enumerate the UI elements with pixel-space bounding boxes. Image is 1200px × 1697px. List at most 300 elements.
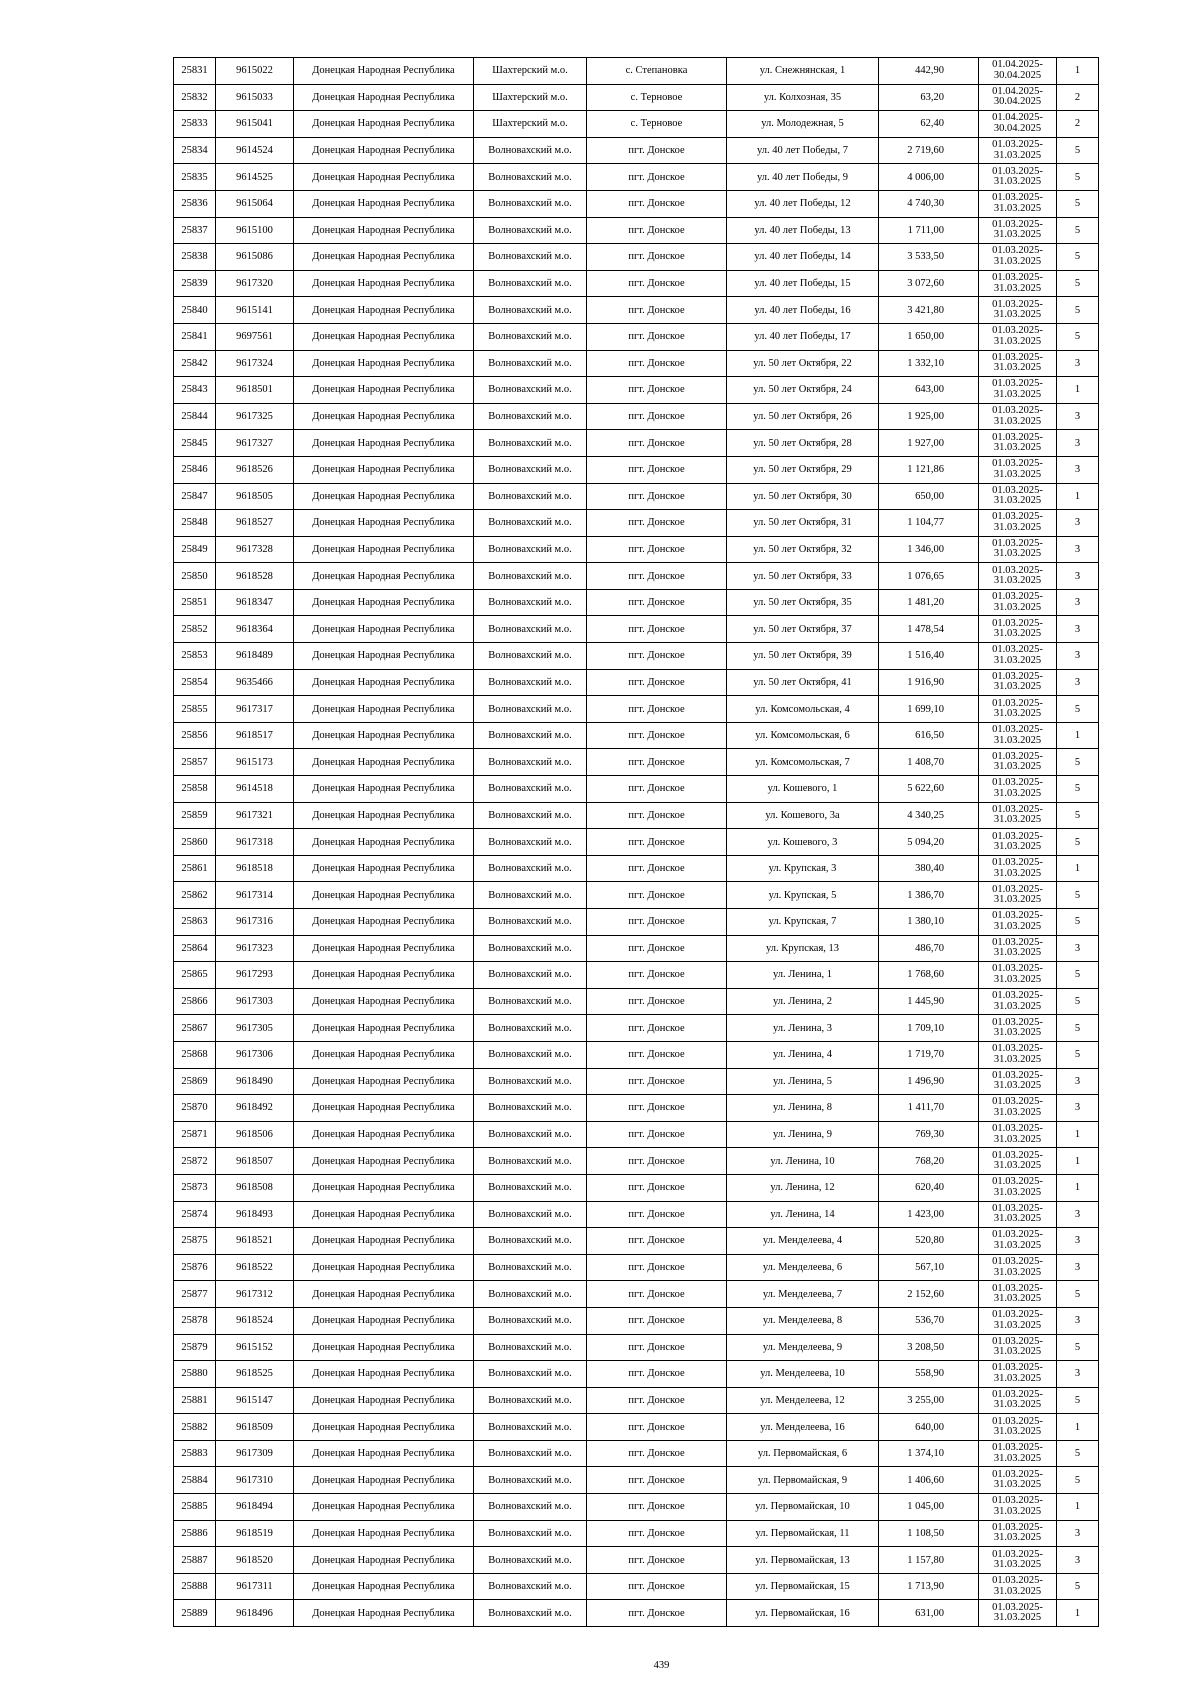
cell-address: ул. Снежнянская, 1: [727, 58, 879, 85]
cell-municipality: Волновахский м.о.: [474, 1573, 587, 1600]
cell-settlement: пгт. Донское: [587, 1547, 727, 1574]
cell-category: 2: [1057, 84, 1099, 111]
cell-category: 5: [1057, 1467, 1099, 1494]
cell-municipality: Волновахский м.о.: [474, 1361, 587, 1388]
cell-address: ул. Ленина, 10: [727, 1148, 879, 1175]
cell-object-code: 9618507: [216, 1148, 294, 1175]
cell-area: 1 076,65: [879, 563, 979, 590]
table-row: [174, 1281, 1099, 1308]
cell-category: 1: [1057, 1414, 1099, 1441]
table-row: [174, 536, 1099, 563]
cell-category: 3: [1057, 1095, 1099, 1122]
table-row: [174, 696, 1099, 723]
cell-settlement: пгт. Донское: [587, 776, 727, 803]
cell-municipality: Волновахский м.о.: [474, 749, 587, 776]
table-row: [174, 1600, 1099, 1627]
table-row: [174, 1440, 1099, 1467]
cell-category: 5: [1057, 137, 1099, 164]
cell-municipality: Волновахский м.о.: [474, 1494, 587, 1521]
cell-period: 01.03.2025-31.03.2025: [979, 829, 1057, 856]
cell-address: ул. Первомайская, 13: [727, 1547, 879, 1574]
cell-record-number: 25874: [174, 1201, 216, 1228]
cell-region: Донецкая Народная Республика: [294, 1307, 474, 1334]
cell-municipality: Волновахский м.о.: [474, 377, 587, 404]
cell-category: 1: [1057, 1148, 1099, 1175]
cell-record-number: 25881: [174, 1387, 216, 1414]
cell-area: 3 533,50: [879, 244, 979, 271]
cell-object-code: 9617321: [216, 802, 294, 829]
cell-settlement: пгт. Донское: [587, 749, 727, 776]
cell-municipality: Волновахский м.о.: [474, 1307, 587, 1334]
cell-area: 62,40: [879, 111, 979, 138]
cell-object-code: 9615173: [216, 749, 294, 776]
table-row: [174, 1573, 1099, 1600]
cell-area: 3 421,80: [879, 297, 979, 324]
cell-municipality: Волновахский м.о.: [474, 909, 587, 936]
cell-region: Донецкая Народная Республика: [294, 1254, 474, 1281]
cell-municipality: Волновахский м.о.: [474, 722, 587, 749]
cell-period: 01.03.2025-31.03.2025: [979, 1281, 1057, 1308]
cell-municipality: Волновахский м.о.: [474, 616, 587, 643]
registry-table-body: [174, 58, 1099, 1627]
cell-region: Донецкая Народная Республика: [294, 403, 474, 430]
cell-settlement: пгт. Донское: [587, 510, 727, 537]
cell-settlement: пгт. Донское: [587, 1174, 727, 1201]
cell-period: 01.03.2025-31.03.2025: [979, 1095, 1057, 1122]
table-row: [174, 829, 1099, 856]
cell-object-code: 9617309: [216, 1440, 294, 1467]
cell-record-number: 25839: [174, 270, 216, 297]
table-row: [174, 137, 1099, 164]
cell-category: 3: [1057, 1547, 1099, 1574]
cell-record-number: 25847: [174, 483, 216, 510]
cell-municipality: Волновахский м.о.: [474, 1254, 587, 1281]
cell-object-code: 9617310: [216, 1467, 294, 1494]
cell-municipality: Волновахский м.о.: [474, 935, 587, 962]
cell-record-number: 25876: [174, 1254, 216, 1281]
cell-category: 5: [1057, 270, 1099, 297]
cell-category: 3: [1057, 1201, 1099, 1228]
cell-region: Донецкая Народная Республика: [294, 1068, 474, 1095]
cell-region: Донецкая Народная Республика: [294, 483, 474, 510]
cell-settlement: пгт. Донское: [587, 403, 727, 430]
cell-record-number: 25867: [174, 1015, 216, 1042]
cell-record-number: 25856: [174, 722, 216, 749]
cell-object-code: 9618508: [216, 1174, 294, 1201]
cell-area: 1 496,90: [879, 1068, 979, 1095]
cell-settlement: пгт. Донское: [587, 1148, 727, 1175]
cell-record-number: 25883: [174, 1440, 216, 1467]
cell-region: Донецкая Народная Республика: [294, 111, 474, 138]
cell-settlement: пгт. Донское: [587, 1520, 727, 1547]
cell-area: 1 346,00: [879, 536, 979, 563]
table-row: [174, 58, 1099, 85]
cell-address: ул. Ленина, 2: [727, 988, 879, 1015]
cell-period: 01.03.2025-31.03.2025: [979, 403, 1057, 430]
cell-address: ул. Менделеева, 4: [727, 1228, 879, 1255]
table-row: [174, 1148, 1099, 1175]
cell-category: 5: [1057, 1573, 1099, 1600]
cell-category: 5: [1057, 909, 1099, 936]
table-row: [174, 190, 1099, 217]
cell-record-number: 25871: [174, 1121, 216, 1148]
cell-region: Донецкая Народная Республика: [294, 377, 474, 404]
cell-record-number: 25886: [174, 1520, 216, 1547]
cell-municipality: Волновахский м.о.: [474, 1520, 587, 1547]
cell-object-code: 9617312: [216, 1281, 294, 1308]
cell-record-number: 25843: [174, 377, 216, 404]
cell-settlement: пгт. Донское: [587, 616, 727, 643]
cell-area: 1 374,10: [879, 1440, 979, 1467]
cell-record-number: 25832: [174, 84, 216, 111]
cell-record-number: 25873: [174, 1174, 216, 1201]
cell-region: Донецкая Народная Республика: [294, 430, 474, 457]
cell-region: Донецкая Народная Республика: [294, 1121, 474, 1148]
cell-area: 486,70: [879, 935, 979, 962]
cell-settlement: пгт. Донское: [587, 935, 727, 962]
cell-address: ул. 40 лет Победы, 13: [727, 217, 879, 244]
cell-category: 3: [1057, 1228, 1099, 1255]
table-row: [174, 483, 1099, 510]
cell-period: 01.03.2025-31.03.2025: [979, 643, 1057, 670]
cell-category: 3: [1057, 536, 1099, 563]
cell-region: Донецкая Народная Республика: [294, 962, 474, 989]
table-row: [174, 802, 1099, 829]
cell-area: 1 711,00: [879, 217, 979, 244]
cell-period: 01.03.2025-31.03.2025: [979, 297, 1057, 324]
cell-region: Донецкая Народная Республика: [294, 563, 474, 590]
cell-settlement: пгт. Донское: [587, 1228, 727, 1255]
cell-settlement: пгт. Донское: [587, 190, 727, 217]
cell-category: 5: [1057, 749, 1099, 776]
cell-period: 01.03.2025-31.03.2025: [979, 1547, 1057, 1574]
cell-period: 01.03.2025-31.03.2025: [979, 935, 1057, 962]
cell-area: 1 699,10: [879, 696, 979, 723]
cell-region: Донецкая Народная Республика: [294, 749, 474, 776]
cell-address: ул. Крупская, 7: [727, 909, 879, 936]
cell-municipality: Волновахский м.о.: [474, 1228, 587, 1255]
cell-region: Донецкая Народная Республика: [294, 1440, 474, 1467]
cell-record-number: 25855: [174, 696, 216, 723]
cell-municipality: Волновахский м.о.: [474, 1334, 587, 1361]
cell-municipality: Волновахский м.о.: [474, 164, 587, 191]
cell-record-number: 25875: [174, 1228, 216, 1255]
table-row: [174, 1015, 1099, 1042]
cell-record-number: 25852: [174, 616, 216, 643]
cell-record-number: 25861: [174, 855, 216, 882]
cell-municipality: Волновахский м.о.: [474, 563, 587, 590]
cell-object-code: 9618519: [216, 1520, 294, 1547]
cell-category: 3: [1057, 616, 1099, 643]
cell-municipality: Волновахский м.о.: [474, 1467, 587, 1494]
cell-object-code: 9618364: [216, 616, 294, 643]
cell-municipality: Волновахский м.о.: [474, 669, 587, 696]
cell-category: 1: [1057, 1600, 1099, 1627]
cell-period: 01.03.2025-31.03.2025: [979, 270, 1057, 297]
cell-object-code: 9618518: [216, 855, 294, 882]
cell-record-number: 25854: [174, 669, 216, 696]
cell-area: 380,40: [879, 855, 979, 882]
cell-category: 3: [1057, 1520, 1099, 1547]
cell-settlement: пгт. Донское: [587, 1334, 727, 1361]
cell-settlement: пгт. Донское: [587, 1201, 727, 1228]
table-row: [174, 1520, 1099, 1547]
cell-period: 01.03.2025-31.03.2025: [979, 1467, 1057, 1494]
cell-record-number: 25848: [174, 510, 216, 537]
cell-period: 01.03.2025-31.03.2025: [979, 1228, 1057, 1255]
cell-period: 01.03.2025-31.03.2025: [979, 1015, 1057, 1042]
cell-record-number: 25869: [174, 1068, 216, 1095]
cell-record-number: 25850: [174, 563, 216, 590]
cell-municipality: Волновахский м.о.: [474, 190, 587, 217]
cell-period: 01.03.2025-31.03.2025: [979, 1520, 1057, 1547]
cell-settlement: пгт. Донское: [587, 669, 727, 696]
table-row: [174, 1467, 1099, 1494]
cell-address: ул. Менделеева, 16: [727, 1414, 879, 1441]
cell-municipality: Волновахский м.о.: [474, 1387, 587, 1414]
cell-settlement: пгт. Донское: [587, 164, 727, 191]
cell-area: 640,00: [879, 1414, 979, 1441]
cell-region: Донецкая Народная Республика: [294, 536, 474, 563]
cell-region: Донецкая Народная Республика: [294, 270, 474, 297]
cell-record-number: 25841: [174, 323, 216, 350]
cell-address: ул. Комсомольская, 4: [727, 696, 879, 723]
cell-address: ул. Ленина, 5: [727, 1068, 879, 1095]
cell-period: 01.03.2025-31.03.2025: [979, 483, 1057, 510]
cell-category: 5: [1057, 776, 1099, 803]
cell-region: Донецкая Народная Республика: [294, 1361, 474, 1388]
cell-settlement: пгт. Донское: [587, 722, 727, 749]
cell-area: 631,00: [879, 1600, 979, 1627]
cell-period: 01.03.2025-31.03.2025: [979, 1068, 1057, 1095]
cell-settlement: пгт. Донское: [587, 696, 727, 723]
cell-address: ул. 50 лет Октября, 39: [727, 643, 879, 670]
cell-category: 5: [1057, 829, 1099, 856]
cell-address: ул. Ленина, 3: [727, 1015, 879, 1042]
cell-category: 3: [1057, 589, 1099, 616]
cell-region: Донецкая Народная Республика: [294, 297, 474, 324]
cell-area: 1 709,10: [879, 1015, 979, 1042]
cell-period: 01.03.2025-31.03.2025: [979, 563, 1057, 590]
cell-region: Донецкая Народная Республика: [294, 1600, 474, 1627]
cell-period: 01.03.2025-31.03.2025: [979, 1334, 1057, 1361]
cell-address: ул. Менделеева, 10: [727, 1361, 879, 1388]
cell-record-number: 25878: [174, 1307, 216, 1334]
cell-address: ул. Менделеева, 12: [727, 1387, 879, 1414]
cell-record-number: 25863: [174, 909, 216, 936]
cell-period: 01.03.2025-31.03.2025: [979, 164, 1057, 191]
table-row: [174, 323, 1099, 350]
cell-region: Донецкая Народная Республика: [294, 217, 474, 244]
cell-period: 01.03.2025-31.03.2025: [979, 1387, 1057, 1414]
cell-region: Донецкая Народная Республика: [294, 1041, 474, 1068]
cell-settlement: с. Степановка: [587, 58, 727, 85]
cell-category: 5: [1057, 1334, 1099, 1361]
cell-object-code: 9618494: [216, 1494, 294, 1521]
table-row: [174, 882, 1099, 909]
cell-period: 01.03.2025-31.03.2025: [979, 1148, 1057, 1175]
cell-period: 01.03.2025-31.03.2025: [979, 1573, 1057, 1600]
cell-record-number: 25831: [174, 58, 216, 85]
cell-period: 01.03.2025-31.03.2025: [979, 1041, 1057, 1068]
cell-region: Донецкая Народная Республика: [294, 882, 474, 909]
cell-category: 5: [1057, 1281, 1099, 1308]
cell-settlement: пгт. Донское: [587, 802, 727, 829]
cell-settlement: с. Терновое: [587, 111, 727, 138]
cell-area: 3 072,60: [879, 270, 979, 297]
cell-municipality: Волновахский м.о.: [474, 589, 587, 616]
table-row: [174, 456, 1099, 483]
cell-settlement: пгт. Донское: [587, 536, 727, 563]
cell-category: 1: [1057, 722, 1099, 749]
cell-settlement: пгт. Донское: [587, 244, 727, 271]
cell-area: 520,80: [879, 1228, 979, 1255]
cell-category: 5: [1057, 190, 1099, 217]
cell-period: 01.03.2025-31.03.2025: [979, 137, 1057, 164]
cell-period: 01.03.2025-31.03.2025: [979, 456, 1057, 483]
cell-period: 01.03.2025-31.03.2025: [979, 1201, 1057, 1228]
cell-record-number: 25872: [174, 1148, 216, 1175]
table-row: [174, 909, 1099, 936]
cell-record-number: 25844: [174, 403, 216, 430]
cell-municipality: Волновахский м.о.: [474, 1148, 587, 1175]
cell-category: 3: [1057, 563, 1099, 590]
cell-period: 01.03.2025-31.03.2025: [979, 1174, 1057, 1201]
cell-category: 5: [1057, 297, 1099, 324]
cell-settlement: пгт. Донское: [587, 297, 727, 324]
cell-record-number: 25837: [174, 217, 216, 244]
table-row: [174, 1307, 1099, 1334]
cell-address: ул. 40 лет Победы, 7: [727, 137, 879, 164]
cell-settlement: пгт. Донское: [587, 1387, 727, 1414]
cell-record-number: 25888: [174, 1573, 216, 1600]
cell-area: 3 255,00: [879, 1387, 979, 1414]
cell-object-code: 9618509: [216, 1414, 294, 1441]
cell-category: 5: [1057, 882, 1099, 909]
cell-address: ул. Менделеева, 6: [727, 1254, 879, 1281]
cell-period: 01.03.2025-31.03.2025: [979, 802, 1057, 829]
cell-object-code: 9617324: [216, 350, 294, 377]
cell-area: 1 916,90: [879, 669, 979, 696]
cell-record-number: 25849: [174, 536, 216, 563]
cell-record-number: 25857: [174, 749, 216, 776]
cell-region: Донецкая Народная Республика: [294, 909, 474, 936]
cell-address: ул. Комсомольская, 6: [727, 722, 879, 749]
cell-record-number: 25865: [174, 962, 216, 989]
cell-period: 01.03.2025-31.03.2025: [979, 377, 1057, 404]
cell-region: Донецкая Народная Республика: [294, 855, 474, 882]
cell-address: ул. 50 лет Октября, 32: [727, 536, 879, 563]
cell-record-number: 25846: [174, 456, 216, 483]
cell-municipality: Волновахский м.о.: [474, 1015, 587, 1042]
cell-period: 01.03.2025-31.03.2025: [979, 323, 1057, 350]
cell-region: Донецкая Народная Республика: [294, 510, 474, 537]
cell-region: Донецкая Народная Республика: [294, 643, 474, 670]
cell-settlement: пгт. Донское: [587, 1281, 727, 1308]
cell-area: 1 478,54: [879, 616, 979, 643]
cell-category: 3: [1057, 1254, 1099, 1281]
cell-municipality: Волновахский м.о.: [474, 350, 587, 377]
cell-municipality: Волновахский м.о.: [474, 1095, 587, 1122]
cell-period: 01.03.2025-31.03.2025: [979, 536, 1057, 563]
cell-object-code: 9617293: [216, 962, 294, 989]
cell-municipality: Волновахский м.о.: [474, 483, 587, 510]
cell-address: ул. 50 лет Октября, 22: [727, 350, 879, 377]
cell-period: 01.03.2025-31.03.2025: [979, 1307, 1057, 1334]
cell-category: 5: [1057, 217, 1099, 244]
cell-settlement: пгт. Донское: [587, 377, 727, 404]
cell-municipality: Волновахский м.о.: [474, 829, 587, 856]
cell-area: 1 332,10: [879, 350, 979, 377]
cell-area: 1 386,70: [879, 882, 979, 909]
cell-address: ул. Крупская, 5: [727, 882, 879, 909]
cell-settlement: пгт. Донское: [587, 217, 727, 244]
cell-region: Донецкая Народная Республика: [294, 1520, 474, 1547]
cell-address: ул. 50 лет Октября, 30: [727, 483, 879, 510]
cell-settlement: пгт. Донское: [587, 962, 727, 989]
cell-municipality: Волновахский м.о.: [474, 802, 587, 829]
cell-municipality: Волновахский м.о.: [474, 137, 587, 164]
cell-address: ул. 50 лет Октября, 31: [727, 510, 879, 537]
cell-settlement: с. Терновое: [587, 84, 727, 111]
cell-category: 5: [1057, 988, 1099, 1015]
cell-category: 3: [1057, 456, 1099, 483]
cell-settlement: пгт. Донское: [587, 882, 727, 909]
cell-record-number: 25845: [174, 430, 216, 457]
cell-region: Донецкая Народная Республика: [294, 1015, 474, 1042]
table-row: [174, 430, 1099, 457]
cell-object-code: 9615086: [216, 244, 294, 271]
cell-object-code: 9618521: [216, 1228, 294, 1255]
cell-municipality: Волновахский м.о.: [474, 1600, 587, 1627]
cell-municipality: Волновахский м.о.: [474, 1440, 587, 1467]
cell-municipality: Волновахский м.о.: [474, 244, 587, 271]
cell-object-code: 9615022: [216, 58, 294, 85]
cell-region: Донецкая Народная Республика: [294, 669, 474, 696]
cell-address: ул. Кошевого, 3: [727, 829, 879, 856]
cell-settlement: пгт. Донское: [587, 1494, 727, 1521]
cell-address: ул. 50 лет Октября, 26: [727, 403, 879, 430]
cell-period: 01.03.2025-31.03.2025: [979, 616, 1057, 643]
cell-area: 768,20: [879, 1148, 979, 1175]
cell-settlement: пгт. Донское: [587, 1440, 727, 1467]
cell-settlement: пгт. Донское: [587, 1307, 727, 1334]
cell-address: ул. 50 лет Октября, 35: [727, 589, 879, 616]
table-row: [174, 84, 1099, 111]
cell-municipality: Волновахский м.о.: [474, 882, 587, 909]
table-row: [174, 1228, 1099, 1255]
cell-address: ул. Ленина, 9: [727, 1121, 879, 1148]
cell-settlement: пгт. Донское: [587, 1068, 727, 1095]
table-row: [174, 1174, 1099, 1201]
page-number: 439: [653, 1660, 670, 1671]
cell-period: 01.03.2025-31.03.2025: [979, 1494, 1057, 1521]
cell-period: 01.03.2025-31.03.2025: [979, 589, 1057, 616]
cell-area: 4 006,00: [879, 164, 979, 191]
cell-settlement: пгт. Донское: [587, 855, 727, 882]
cell-object-code: 9617305: [216, 1015, 294, 1042]
cell-municipality: Волновахский м.о.: [474, 510, 587, 537]
table-row: [174, 643, 1099, 670]
table-row: [174, 350, 1099, 377]
cell-category: 3: [1057, 430, 1099, 457]
cell-address: ул. 40 лет Победы, 15: [727, 270, 879, 297]
cell-object-code: 9615064: [216, 190, 294, 217]
cell-region: Донецкая Народная Республика: [294, 190, 474, 217]
cell-object-code: 9617327: [216, 430, 294, 457]
cell-record-number: 25858: [174, 776, 216, 803]
cell-region: Донецкая Народная Республика: [294, 935, 474, 962]
